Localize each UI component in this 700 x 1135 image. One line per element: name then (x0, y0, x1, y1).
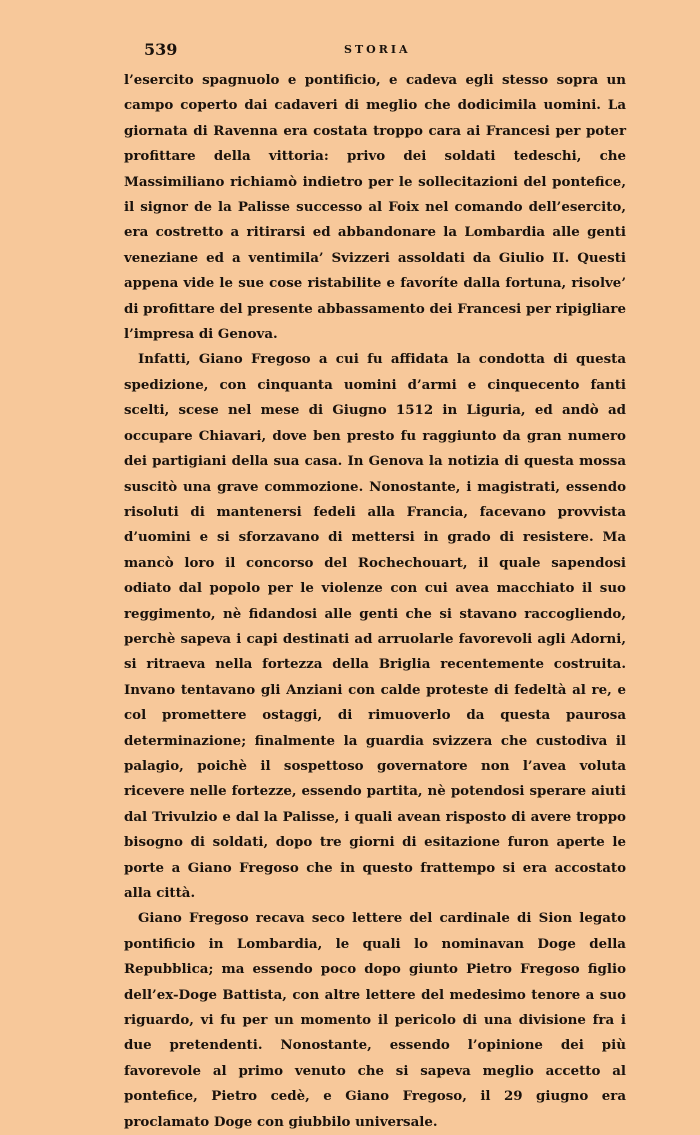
body-text (124, 68, 626, 1135)
paragraph-2: Infatti, Giano Fregoso a cui fu affidata la condotta di questa spedizione, con cinquanta uomini d’armi e cinquecento fanti scelti, scese nel mese di Giugno 1512 in Liguria, ed andò ad occupare Chiavari, dove ben presto fu raggiunto da gran numero dei partigiani della sua casa. In Genova la notizia di questa mossa suscitò una grave commozione. Nonostante, i magistrati, essendo risoluti di mantenersi fedeli alla Francia, facevano provvista d’uomini e si sforzavano di mettersi in grado di resistere. Ma mancò loro il concorso del Rochechouart, il quale sapendosi odiato dal popolo per le violenze con cui avea macchiato il suo reggimento, nè fidandosi alle genti che si stavano raccogliendo, perchè sapeva i capi destinati ad arruolarle favorevoli agli Adorni, si ritraeva nella fortezza della Briglia recentemente costruita. Invano tentavano gli Anziani con calde proteste di fedeltà al re, e col promettere ostaggi, di rimuoverlo da questa paurosa determinazione; finalmente la guardia svizzera che custodiva il palagio, poichè il sospettoso governatore non l’avea voluta ricevere nelle fortezze, essendo partita, nè potendosi sperare aiuti dal Trivulzio e dal la Palisse, i quali avean risposto di avere troppo bisogno di soldati, dopo tre giorni di esitazione furon aperte le porte a Giano Fregoso che in questo frattempo si era accostato alla città. (124, 351, 626, 901)
page-header (124, 40, 626, 64)
running-head: STORIA (344, 43, 411, 56)
paragraph-1: l’esercito spagnuolo e pontificio, e cadeva egli stesso sopra un campo coperto dai cadaveri di meglio che dodicimila uomini. La giornata di Ravenna era costata troppo cara ai Francesi per poter profittare della vittoria: privo dei soldati tedeschi, che Massimiliano richiamò indietro per le sollecitazioni del pontefice, il signor de la Palisse successo al Foix nel comando dell’esercito, era costretto a ritirarsi ed abbandonare la Lombardia alle genti veneziane ed a ventimila’ Svizzeri assoldati da Giulio II. Questi appena vide le sue cose ristabilite e favoríte dalla fortuna, risolve’ di profittare del presente abbassamento dei Francesi per ripigliare l’impresa di Genova. (124, 72, 626, 343)
page-number: 539 (144, 40, 178, 59)
paragraph-3: Giano Fregoso recava seco lettere del cardinale di Sion legato pontificio in Lombardia, le quali lo nominavan Doge della Repubblica; ma essendo poco dopo giunto Pietro Fregoso figlio dell’ex-Doge Battista, con altre lettere del medesimo tenore a suo riguardo, vi fu per un momento il pericolo di una divisione fra i due pretendenti. Nonostante, essendo l’opinione dei più favorevole al primo venuto che si sapeva meglio accetto al pontefice, Pietro cedè, e Giano Fregoso, il 29 giugno era proclamato Doge con giubbilo universale. (124, 910, 626, 1130)
